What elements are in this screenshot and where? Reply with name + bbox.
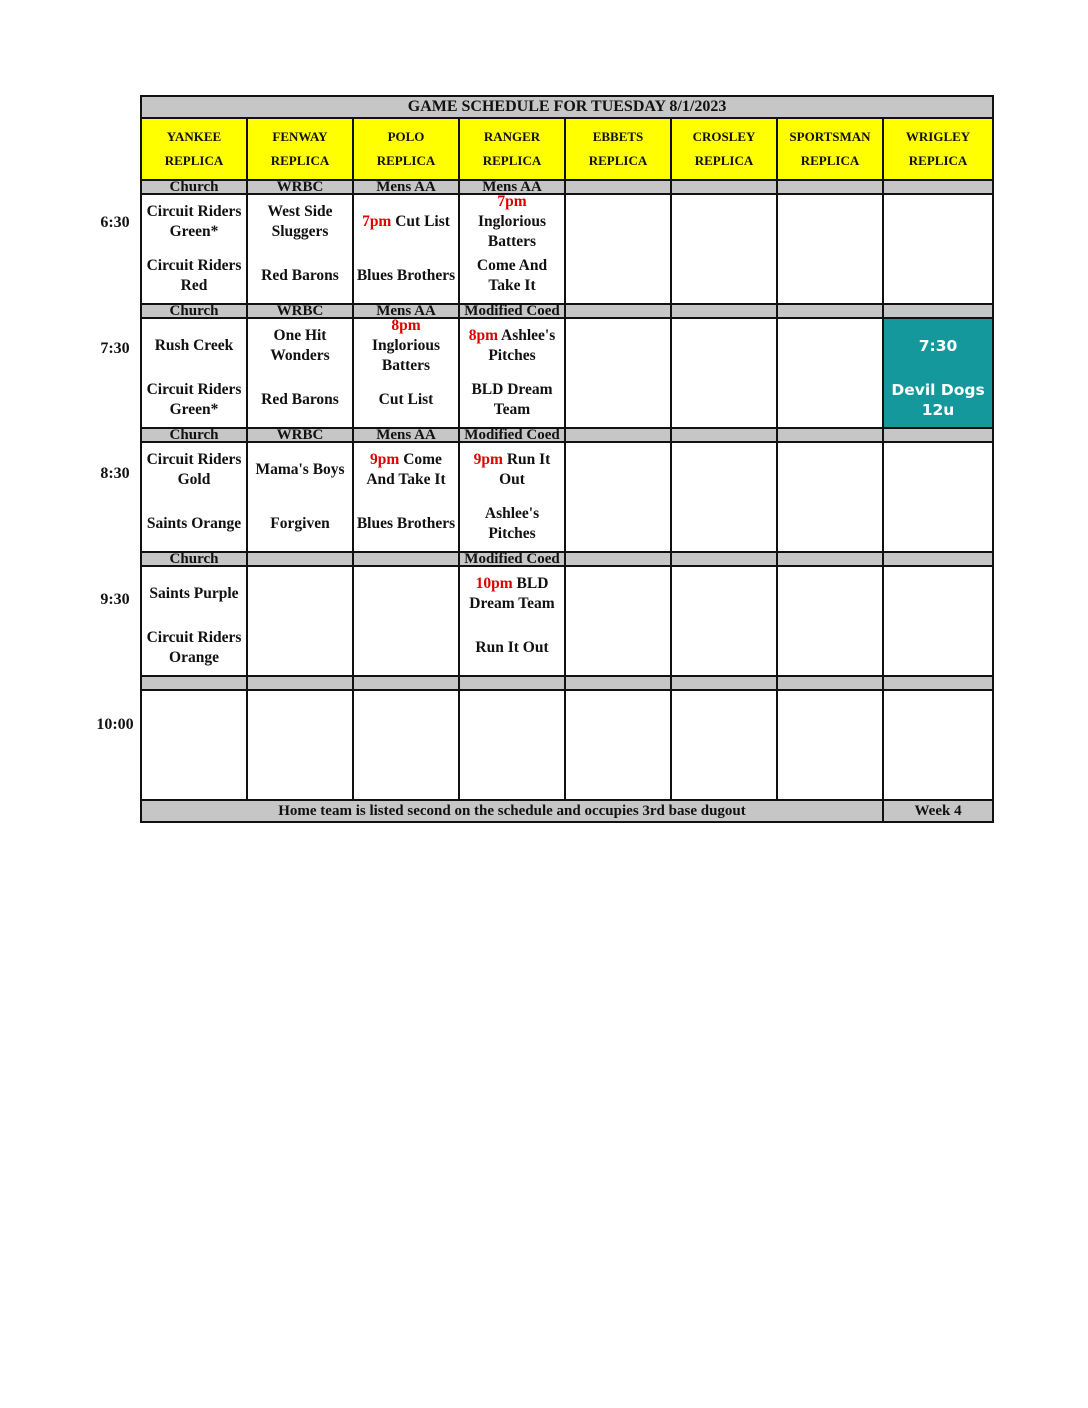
field-header-ranger: [459, 118, 565, 180]
field-header-sportsman: [777, 118, 883, 180]
team-name: Circuit Riders Orange: [146, 629, 242, 666]
team-name: West Side Sluggers: [267, 203, 333, 240]
team-name: Rush Creek: [154, 337, 234, 354]
game-cell: [141, 566, 247, 676]
league-label: [247, 676, 353, 690]
game-cell: [353, 318, 459, 428]
game-row: [141, 318, 993, 428]
league-label: WRBC: [247, 428, 353, 442]
team-name: Circuit Riders Gold: [146, 451, 242, 488]
matchup: [142, 567, 246, 621]
field-name: CROSLEY: [692, 129, 756, 144]
league-label: [883, 304, 993, 318]
game-cell: [459, 690, 565, 800]
matchup: [884, 319, 992, 373]
league-label: [777, 180, 883, 194]
league-label: [777, 304, 883, 318]
team-name: Cut List: [391, 213, 450, 230]
game-cell: [671, 690, 777, 800]
team-name: Come And Take It: [476, 257, 548, 294]
matchup: [142, 373, 246, 427]
league-label: Church: [141, 180, 247, 194]
game-cell: [565, 566, 671, 676]
league-label: [565, 552, 671, 566]
league-label: [353, 676, 459, 690]
time-label: 7:30: [100, 340, 130, 357]
league-label: [671, 180, 777, 194]
matchup: [354, 443, 458, 497]
game-cell: [247, 566, 353, 676]
league-label: [247, 552, 353, 566]
league-label: [565, 180, 671, 194]
field-type: REPLICA: [694, 153, 754, 168]
start-time-note: 9pm: [370, 451, 400, 468]
field-type: REPLICA: [270, 153, 330, 168]
team-name: Red Barons: [261, 267, 339, 284]
start-time-note: 8pm: [391, 317, 421, 334]
league-label: [565, 428, 671, 442]
matchup: [460, 497, 564, 551]
field-name: YANKEE: [166, 129, 222, 144]
game-cell: [141, 194, 247, 304]
game-cell: [565, 318, 671, 428]
game-cell: [777, 690, 883, 800]
game-cell: [353, 566, 459, 676]
league-label: [883, 428, 993, 442]
matchup: [142, 497, 246, 551]
league-row: [141, 552, 993, 566]
matchup: [248, 497, 352, 551]
game-cell: [883, 442, 993, 552]
matchup: [460, 373, 564, 427]
team-name: Run It Out: [475, 639, 549, 656]
home-team-note: Home team is listed second on the schedule and occupies 3rd base dugout: [141, 800, 883, 822]
matchup: [248, 319, 352, 373]
team-name: Ashlee's Pitches: [484, 505, 540, 542]
field-type: REPLICA: [482, 153, 542, 168]
team-name: Mama's Boys: [255, 461, 345, 478]
start-time-note: 9pm: [473, 451, 503, 468]
league-label: Modified Coed: [459, 304, 565, 318]
game-cell: [459, 566, 565, 676]
game-cell: [565, 194, 671, 304]
field-header-yankee: [141, 118, 247, 180]
league-label: Mens AA: [459, 180, 565, 194]
time-label: 8:30: [100, 465, 130, 482]
league-label: [565, 304, 671, 318]
game-cell: [353, 194, 459, 304]
league-row: [141, 428, 993, 442]
matchup: [354, 249, 458, 303]
team-name: Ashlee's Pitches: [488, 327, 556, 364]
team-name: Cut List: [378, 391, 434, 408]
field-type: REPLICA: [908, 153, 968, 168]
team-name: Inglorious Batters: [477, 213, 547, 250]
game-cell: [777, 318, 883, 428]
team-name: Devil Dogs 12u: [891, 381, 985, 419]
field-header-row: [141, 118, 993, 180]
game-row: [141, 442, 993, 552]
start-time-note: 8pm: [468, 327, 498, 344]
league-label: Modified Coed: [459, 428, 565, 442]
league-label: WRBC: [247, 180, 353, 194]
matchup: [460, 249, 564, 303]
matchup: [460, 319, 564, 373]
league-label: [777, 428, 883, 442]
field-name: WRIGLEY: [905, 129, 971, 144]
league-label: [777, 552, 883, 566]
footer-row: [141, 800, 993, 822]
team-name: Saints Purple: [149, 585, 239, 602]
game-cell: [247, 690, 353, 800]
league-label: [353, 552, 459, 566]
league-label: [671, 676, 777, 690]
game-cell: [565, 442, 671, 552]
league-label: WRBC: [247, 304, 353, 318]
start-time-note: 10pm: [475, 575, 513, 592]
game-row: [141, 566, 993, 676]
game-cell: [777, 194, 883, 304]
league-row: [141, 676, 993, 690]
time-label: 10:00: [96, 716, 134, 733]
league-label: Mens AA: [353, 304, 459, 318]
game-cell: [141, 690, 247, 800]
field-header-ebbets: [565, 118, 671, 180]
team-name: One Hit Wonders: [270, 327, 330, 364]
team-name: Inglorious Batters: [371, 337, 441, 374]
league-label: Modified Coed: [459, 552, 565, 566]
time-label: 9:30: [100, 591, 130, 608]
team-name: BLD Dream Team: [469, 575, 555, 612]
league-label: Church: [141, 552, 247, 566]
field-name: EBBETS: [592, 129, 644, 144]
game-cell: [247, 442, 353, 552]
start-time-note: 7pm: [362, 213, 392, 230]
league-label: [671, 552, 777, 566]
matchup: [142, 443, 246, 497]
field-header-polo: [353, 118, 459, 180]
matchup: [142, 621, 246, 675]
team-name: Blues Brothers: [356, 515, 456, 532]
field-type: REPLICA: [164, 153, 224, 168]
game-cell: [883, 194, 993, 304]
field-name: SPORTSMAN: [789, 129, 871, 144]
league-label: [883, 552, 993, 566]
matchup: [142, 249, 246, 303]
matchup: [354, 497, 458, 551]
field-type: REPLICA: [588, 153, 648, 168]
time-label: 6:30: [100, 214, 130, 231]
game-cell: [671, 318, 777, 428]
matchup: [460, 567, 564, 621]
field-type: REPLICA: [376, 153, 436, 168]
team-name: Circuit Riders Green*: [146, 203, 242, 240]
game-cell: [353, 690, 459, 800]
game-cell: [883, 318, 993, 428]
game-cell: [459, 194, 565, 304]
team-name: Circuit Riders Green*: [146, 381, 242, 418]
field-header-fenway: [247, 118, 353, 180]
field-name: POLO: [387, 129, 425, 144]
team-name: BLD Dream Team: [471, 381, 553, 418]
schedule-title: GAME SCHEDULE FOR TUESDAY 8/1/2023: [141, 96, 993, 118]
league-label: [777, 676, 883, 690]
game-cell: [777, 566, 883, 676]
team-name: Blues Brothers: [356, 267, 456, 284]
game-cell: [883, 690, 993, 800]
field-header-crosley: [671, 118, 777, 180]
league-label: [671, 428, 777, 442]
game-cell: [247, 318, 353, 428]
matchup: [142, 195, 246, 249]
field-header-wrigley: [883, 118, 993, 180]
matchup: [248, 373, 352, 427]
game-cell: [459, 442, 565, 552]
field-type: REPLICA: [800, 153, 860, 168]
game-cell: [565, 690, 671, 800]
matchup: [248, 443, 352, 497]
team-name: Come And Take It: [366, 451, 446, 488]
team-name: Run It Out: [499, 451, 551, 488]
matchup: [354, 373, 458, 427]
game-cell: [777, 442, 883, 552]
schedule-table: [140, 95, 994, 823]
start-time-note: 7pm: [497, 193, 527, 210]
matchup: [248, 249, 352, 303]
league-label: Mens AA: [353, 428, 459, 442]
league-label: [883, 180, 993, 194]
matchup: [460, 443, 564, 497]
league-row: [141, 180, 993, 194]
team-name: Circuit Riders Red: [146, 257, 242, 294]
matchup: [460, 195, 564, 249]
game-cell: [141, 318, 247, 428]
league-label: [459, 676, 565, 690]
league-label: Church: [141, 304, 247, 318]
field-name: FENWAY: [272, 129, 328, 144]
game-cell: [883, 566, 993, 676]
league-label: Church: [141, 428, 247, 442]
game-cell: [459, 318, 565, 428]
team-name: Forgiven: [270, 515, 330, 532]
game-row: [141, 194, 993, 304]
game-cell: [247, 194, 353, 304]
league-label: [565, 676, 671, 690]
game-cell: [353, 442, 459, 552]
game-row: [141, 690, 993, 800]
team-name: Red Barons: [261, 391, 339, 408]
league-label: [671, 304, 777, 318]
week-label: Week 4: [883, 800, 993, 822]
league-label: [141, 676, 247, 690]
field-name: RANGER: [483, 129, 541, 144]
game-cell: [671, 442, 777, 552]
matchup: [142, 319, 246, 373]
game-cell: [671, 194, 777, 304]
matchup: [354, 195, 458, 249]
matchup: [884, 373, 992, 427]
team-name: Saints Orange: [146, 515, 242, 532]
matchup: [248, 195, 352, 249]
game-cell: [671, 566, 777, 676]
league-row: [141, 304, 993, 318]
league-label: [883, 676, 993, 690]
team-name: 7:30: [918, 337, 958, 355]
matchup: [354, 319, 458, 373]
game-cell: [141, 442, 247, 552]
league-label: Mens AA: [353, 180, 459, 194]
matchup: [460, 621, 564, 675]
